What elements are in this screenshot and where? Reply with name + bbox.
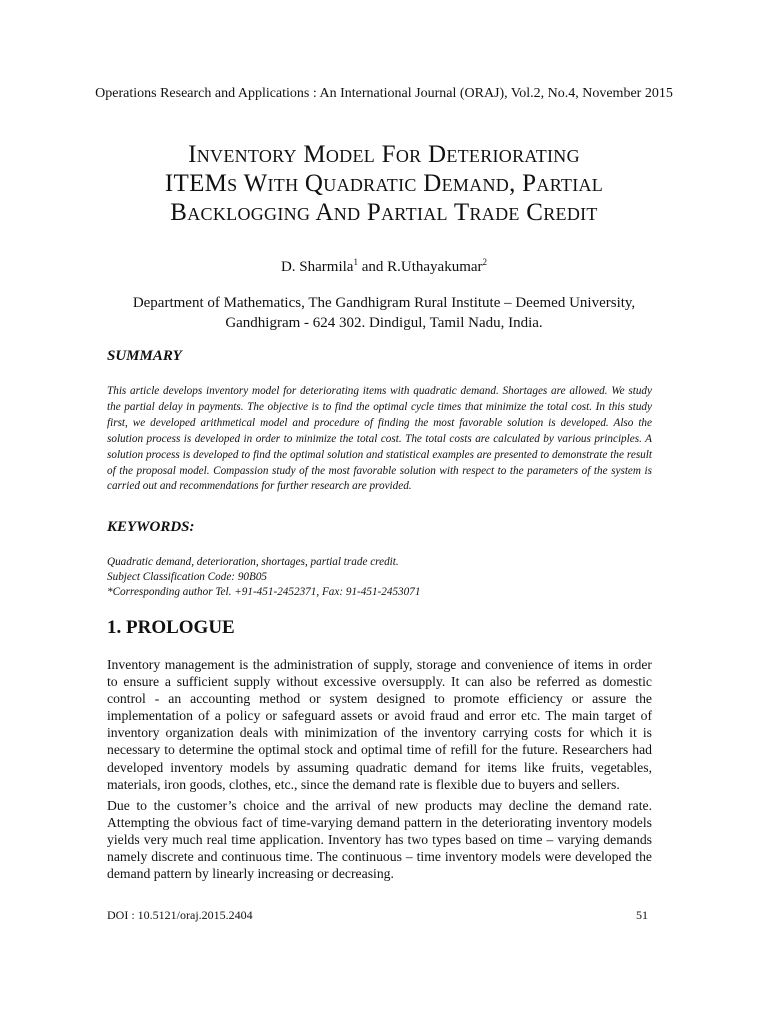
summary-heading: SUMMARY xyxy=(107,348,182,364)
affiliation-line-2: Gandhigram - 624 302. Dindigul, Tamil Nadu, India. xyxy=(225,315,543,331)
title-line-1: Inventory Model For Deteriorating xyxy=(188,141,580,168)
prologue-paragraph-2: Due to the customer’s choice and the arrival of new products may decline the demand rate. Attempting the obvious fact of time-varying demand pattern in the deteriorating inventory models yields very much real time application. Inventory has two types based on time – varying demands namely discrete and continuous time. The continuous – time inventory models were developed the demand pattern by linearly increasing or decreasing. xyxy=(107,798,652,882)
summary-text: This article develops inventory model for deteriorating items with quadratic demand. Shortages are allowed. We study the partial delay in payments. The objective is to find the optimal cycle times that minimize the total cost. In this study first, we developed arithmetical model and procedure of finding the most favorable solution is developed. Also the solution process is developed in order to minimize the total cost. The total costs are calculated by various principles. A solution process is developed to find the optimal solution and statistical examples are presented to demonstrate the result of the proposal model. Compassion study of the most favorable solution with respect to the parameters of the system is carried out and recommendations for further research are provided. xyxy=(107,385,652,493)
title-line-3: Backlogging And Partial Trade Credit xyxy=(170,199,598,226)
affiliation xyxy=(80,293,688,333)
paper-title xyxy=(60,140,708,227)
prologue-paragraph-1: Inventory management is the administration of supply, storage and convenience of items in order to ensure a sufficient supply without excessive oversupply. It can also be referred as domestic control - an accounting method or system designed to promote efficiency or assure the implementation of a policy or safeguard assets or avoid fraud and error etc. The main target of inventory organization deals with minimization of the inventory carrying costs for which it is necessary to determine the optimal stock and optimal time of refill for the future. Researchers had developed inventory models by assuming quadratic demand for items like fruits, vegetables, materials, iron goods, clothes, etc., since the demand rate is flexible due to buyers and sellers. xyxy=(107,657,652,792)
affiliation-line-1: Department of Mathematics, The Gandhigram Rural Institute – Deemed University, xyxy=(132,295,636,311)
author-2-affiliation-mark: 2 xyxy=(482,257,488,267)
doi: DOI : 10.5121/oraj.2015.2404 xyxy=(107,908,253,922)
author-2: R.Uthayakumar xyxy=(387,259,483,275)
subject-classification: Subject Classification Code: 90B05 xyxy=(107,571,268,583)
journal-header: Operations Research and Applications : An International Journal (ORAJ), Vol.2, No.4, November 2015 xyxy=(95,86,673,101)
keywords-heading: KEYWORDS: xyxy=(107,519,195,535)
corresponding-author: *Corresponding author Tel. +91-451-2452371, Fax: 91-451-2453071 xyxy=(107,586,421,598)
keywords-list: Quadratic demand, deterioration, shortages, partial trade credit. xyxy=(107,556,399,568)
author-1-affiliation-mark: 1 xyxy=(353,257,358,267)
author-line xyxy=(0,257,768,276)
prologue-heading: 1. PROLOGUE xyxy=(107,617,235,638)
author-1: D. Sharmila xyxy=(280,259,354,275)
title-line-2: ITEMs With Quadratic Demand, Partial xyxy=(164,170,604,197)
page-number: 51 xyxy=(636,908,648,922)
author-joiner: and xyxy=(357,259,388,275)
